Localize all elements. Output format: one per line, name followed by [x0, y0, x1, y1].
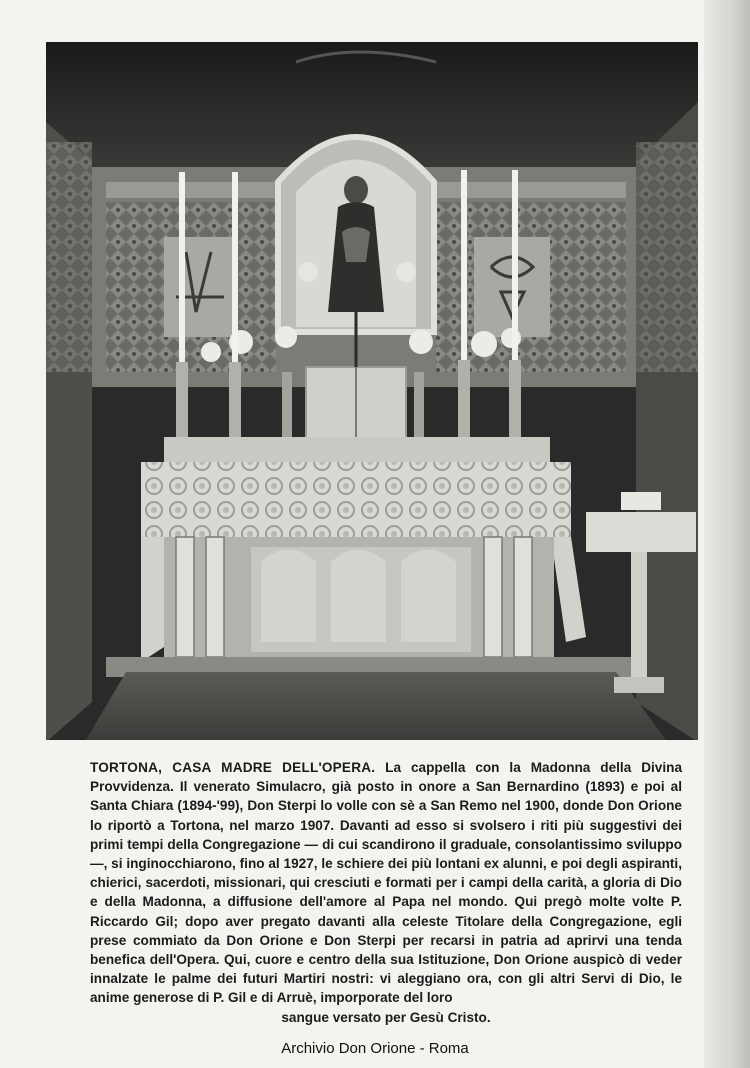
caption-last-line: sangue versato per Gesù Cristo. [281, 1009, 491, 1025]
page-edge [704, 0, 750, 1068]
archive-footer: Archivio Don Orione - Roma [281, 1040, 469, 1057]
caption-lead: TORTONA, CASA MADRE DELL'OPERA. [90, 760, 376, 775]
chapel-altar-photo [46, 42, 698, 740]
caption-body: La cappella con la Madonna della Divina Provvidenza. Il venerato Simulacro, già posto in onore a San Bernardino (1893) e poi al Santa Chiara (1894-'99), Don Sterpi lo volle con sè a San Remo nel 1900, donde Don Orione lo riportò a Tortona, nel marzo 1907. Davanti ad esso si svolsero i riti più suggestivi dei primi tempi della Congregazione — di cui scandirono il graduale, consolantissimo sviluppo —, si inginocchiarono, fino al 1927, le schiere dei più lontani ex alunni, e poi degli aspiranti, chierici, sacerdoti, missionari, qui cresciuti e formati per i campi della carità, a gloria di Dio e della Madonna, a diffusione dell'amore al Papa nel mondo. Qui pregò molte volte P. Riccardo Gil; dopo aver pregato davanti alla celeste Titolare della Congregazione, egli prese commiato da Don Orione e Don Sterpi per recarsi in patria ad aprirvi una tenda benefica dell'Opera. Qui, cuore e centro della sua Istituzione, Don Orione auspicò di veder innalzate le palme dei futuri Martiri nostri: vi aleggiano ora, con gli altri Servi di Dio, le animе generose di P. Gil e di Arruè, imporporate del loro [90, 760, 683, 1006]
photo-caption [90, 758, 682, 1027]
